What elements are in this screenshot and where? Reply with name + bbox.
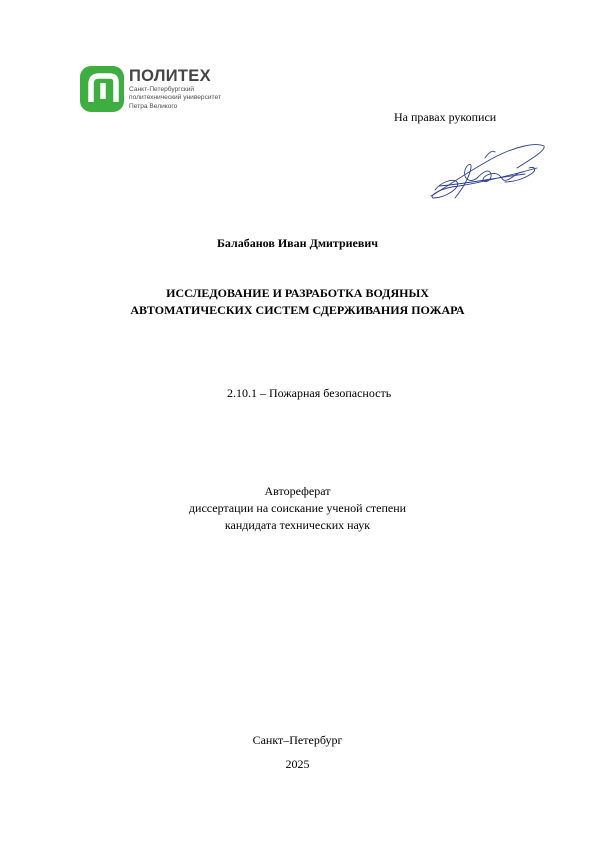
document-type-line: кандидата технических наук — [224, 518, 371, 532]
author-name: Балабанов Иван Дмитриевич — [216, 236, 379, 250]
title-line: ИССЛЕДОВАНИЕ И РАЗРАБОТКА ВОДЯНЫХ — [166, 286, 429, 300]
document-type-line: диссертации на соискание ученой степени — [188, 501, 407, 515]
polytech-logo-icon — [80, 66, 124, 112]
logo-subtitle-line: Санкт-Петербургский — [129, 86, 195, 93]
document-type — [0, 483, 595, 534]
title-line: АВТОМАТИЧЕСКИХ СИСТЕМ СДЕРЖИВАНИЯ ПОЖАРА — [130, 303, 465, 317]
year: 2025 — [285, 757, 310, 771]
logo-name: ПОЛИТЕХ — [129, 67, 211, 85]
specialty-code: 2.10.1 – Пожарная безопасность — [227, 386, 392, 400]
manuscript-note: На правах рукописи — [394, 110, 497, 124]
logo-subtitle-line: Петра Великого — [129, 102, 178, 110]
handwritten-signature — [425, 138, 549, 204]
dissertation-title — [0, 285, 595, 319]
city: Санкт–Петербург — [252, 733, 343, 747]
university-logo — [80, 66, 250, 116]
logo-subtitle-line: политехнический университет — [129, 94, 221, 102]
logo-subtitle — [129, 86, 221, 111]
document-type-line: Автореферат — [264, 484, 331, 498]
